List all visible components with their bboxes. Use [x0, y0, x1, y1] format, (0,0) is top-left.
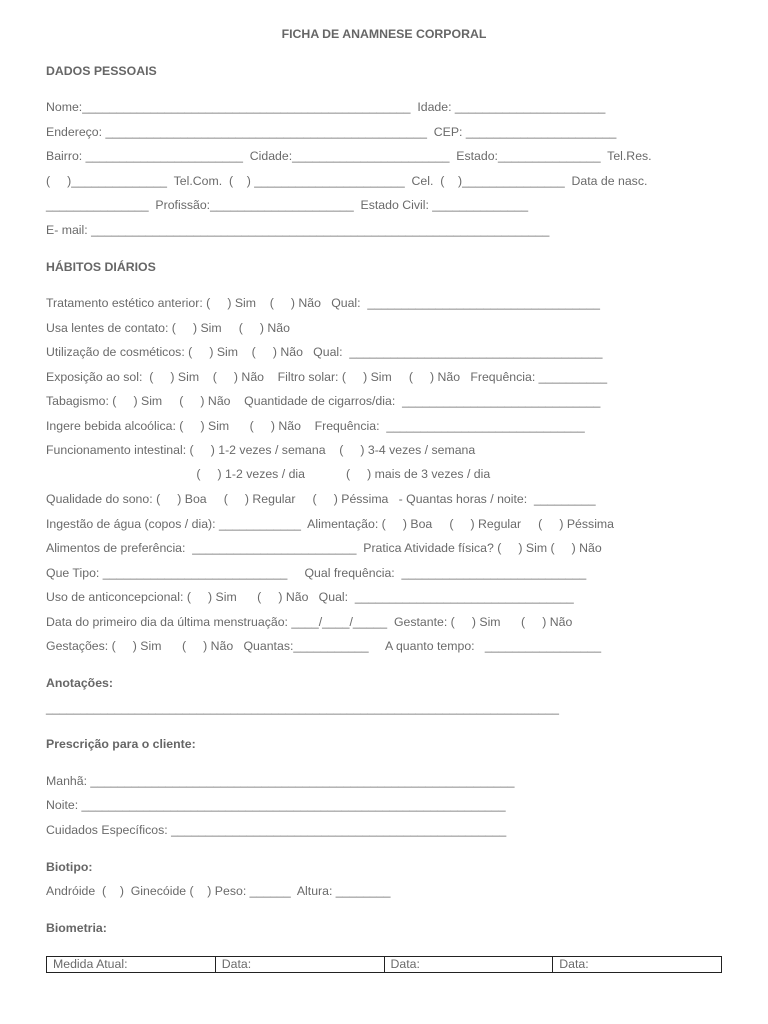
field-manha[interactable]: Manhã: ______________________________________________________________ [46, 774, 515, 788]
field-exposicao-sol[interactable]: Exposição ao sol: ( ) Sim ( ) Não Filtro solar: ( ) Sim ( ) Não Frequência: __________ [46, 370, 608, 384]
field-cosmeticos[interactable]: Utilização de cosméticos: ( ) Sim ( ) Não Qual: _____________________________________ [46, 345, 603, 359]
field-ingestao-agua[interactable]: Ingestão de água (copos / dia): ____________ Alimentação: ( ) Boa ( ) Regular ( ) Péssima [46, 517, 615, 531]
field-qualidade-sono[interactable]: Qualidade do sono: ( ) Boa ( ) Regular ( ) Péssima - Quantas horas / noite: _________ [46, 492, 596, 506]
field-noite[interactable]: Noite: ______________________________________________________________ [46, 798, 506, 812]
field-anticoncepcional[interactable]: Uso de anticoncepcional: ( ) Sim ( ) Não Qual: ________________________________ [46, 590, 574, 604]
section-biotipo: Biotipo: [46, 860, 93, 874]
field-email[interactable]: E- mail: ___________________________________________________________________ [46, 223, 550, 237]
table-row [47, 957, 722, 973]
field-funcionamento-intestinal[interactable]: Funcionamento intestinal: ( ) 1-2 vezes / semana ( ) 3-4 vezes / semana [46, 443, 476, 457]
field-alimentos-preferencia[interactable]: Alimentos de preferência: ________________________ Pratica Atividade física? ( ) Sim ( ) Não [46, 541, 602, 555]
section-dados-pessoais: DADOS PESSOAIS [46, 64, 157, 78]
field-funcionamento-intestinal-2[interactable]: ( ) 1-2 vezes / dia ( ) mais de 3 vezes / dia [46, 467, 491, 481]
field-nome-idade[interactable]: Nome:________________________________________________ Idade: ______________________ [46, 100, 606, 114]
field-bebida-alcoolica[interactable]: Ingere bebida alcoólica: ( ) Sim ( ) Não Frequência: _____________________________ [46, 419, 585, 433]
section-prescricao: Prescrição para o cliente: [46, 737, 196, 751]
table-cell-data[interactable]: Data: [553, 957, 722, 973]
table-cell-data[interactable]: Data: [215, 957, 384, 973]
field-lentes-contato[interactable]: Usa lentes de contato: ( ) Sim ( ) Não [46, 321, 290, 335]
section-anotacoes: Anotações: [46, 676, 113, 690]
table-cell-data[interactable]: Data: [384, 957, 553, 973]
page-title: FICHA DE ANAMNESE CORPORAL [281, 27, 487, 41]
field-menstruacao-gestante[interactable]: Data do primeiro dia da última menstruação: ____/____/_____ Gestante: ( ) Sim ( ) Não [46, 615, 573, 629]
field-tipo-frequencia[interactable]: Que Tipo: ___________________________ Qual frequência: ___________________________ [46, 566, 587, 580]
section-biometria: Biometria: [46, 921, 107, 935]
field-profissao-estado-civil[interactable]: _______________ Profissão:_____________________ Estado Civil: ______________ [46, 198, 529, 212]
field-tratamento-estetico[interactable]: Tratamento estético anterior: ( ) Sim ( ) Não Qual: __________________________________ [46, 296, 600, 310]
field-anotacoes[interactable]: ___________________________________________________________________________ [46, 701, 559, 715]
section-habitos-diarios: HÁBITOS DIÁRIOS [46, 260, 156, 274]
field-telefones[interactable]: ( )______________ Tel.Com. ( ) ______________________ Cel. ( )_______________ Data de nasc. [46, 174, 648, 188]
biometria-table [46, 956, 722, 973]
field-gestacoes[interactable]: Gestações: ( ) Sim ( ) Não Quantas:___________ A quanto tempo: _________________ [46, 639, 602, 653]
table-cell-medida-atual[interactable]: Medida Atual: [47, 957, 216, 973]
field-biotipo[interactable]: Andróide ( ) Ginecóide ( ) Peso: ______ Altura: ________ [46, 884, 391, 898]
field-endereco-cep[interactable]: Endereço: _______________________________________________ CEP: ______________________ [46, 125, 617, 139]
field-bairro-cidade-estado[interactable]: Bairro: _______________________ Cidade:_______________________ Estado:_______________ Tel.Res. [46, 149, 652, 163]
field-cuidados-especificos[interactable]: Cuidados Específicos: _________________________________________________ [46, 823, 507, 837]
field-tabagismo[interactable]: Tabagismo: ( ) Sim ( ) Não Quantidade de cigarros/dia: _____________________________ [46, 394, 601, 408]
